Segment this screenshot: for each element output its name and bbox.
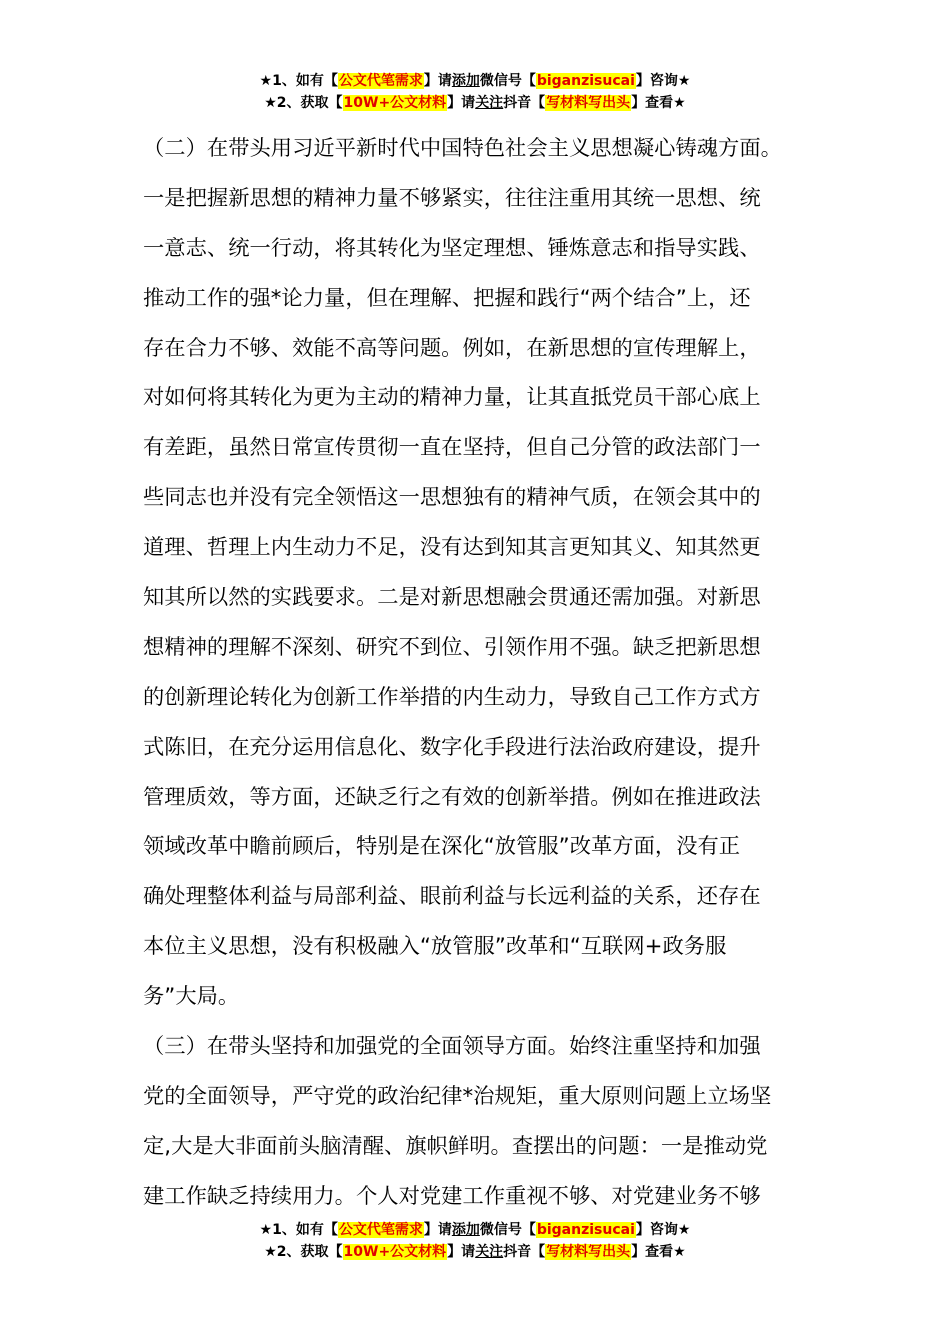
banner-line-2 (0, 1241, 950, 1263)
banner-text: ★1、如有【 (259, 73, 338, 89)
banner-line-2 (0, 92, 950, 114)
text-line: 党的全面领导，严守党的政治纪律*治规矩，重大原则问题上立场坚 (143, 1083, 772, 1109)
banner-text: 】请 (423, 1222, 452, 1238)
banner-emphasis: 添加 (451, 73, 480, 89)
banner-text: 】查看★ (631, 1244, 686, 1260)
text-line: 一是把握新思想的精神力量不够紧实，往往注重用其统一思想、统 (143, 185, 761, 211)
banner-text: ★2、获取【 (264, 95, 343, 111)
banner-text: ★2、获取【 (264, 1244, 343, 1260)
banner-text: 】请 (423, 73, 452, 89)
banner-line-1 (0, 70, 950, 92)
text-line: 本位主义思想，没有积极融入“放管服”改革和“互联网+政务服 (143, 934, 727, 960)
banner-text: 】查看★ (631, 95, 686, 111)
text-line: 确处理整体利益与局部利益、眼前利益与长远利益的关系，还存在 (143, 884, 761, 910)
text-line: 知其所以然的实践要求。二是对新思想融会贯通还需加强。对新思 (143, 585, 761, 611)
text-line: 建工作缺乏持续用力。个人对党建工作重视不够、对党建业务不够 (143, 1183, 761, 1209)
banner-highlight: 写材料写出头 (546, 95, 631, 111)
banner-highlight: 公文代笔需求 (338, 73, 423, 89)
banner-highlight: 10W+公文材料 (343, 95, 447, 111)
banner-text: 】咨询★ (635, 1222, 691, 1238)
text-line: 有差距，虽然日常宣传贯彻一直在坚持，但自己分管的政法部门一 (143, 435, 761, 461)
body-text (143, 124, 811, 1222)
text-line: 道理、哲理上内生动力不足，没有达到知其言更知其义、知其然更 (143, 535, 761, 561)
text-line: 的创新理论转化为创新工作举措的内生动力，导致自己工作方式方 (143, 684, 761, 710)
banner-highlight: 10W+公文材料 (343, 1244, 447, 1260)
banner-emphasis: 添加 (451, 1222, 480, 1238)
banner-emphasis: 关注 (475, 1244, 504, 1260)
text-line: 推动工作的强*论力量，但在理解、把握和践行“两个结合”上，还 (143, 285, 751, 311)
banner-text: ★1、如有【 (259, 1222, 338, 1238)
banner-highlight: biganzisucai (536, 1222, 635, 1238)
text-line: 一意志、统一行动，将其转化为坚定理想、锤炼意志和指导实践、 (143, 235, 761, 261)
banner-text: 微信号【 (479, 1222, 536, 1238)
text-line: 对如何将其转化为更为主动的精神力量，让其直抵党员干部心底上 (143, 385, 761, 411)
banner-text: 抖音【 (503, 95, 546, 111)
text-line: 式陈旧，在充分运用信息化、数字化手段进行法治政府建设，提升 (143, 734, 761, 760)
text-line: 想精神的理解不深刻、研究不到位、引领作用不强。缺乏把新思想 (143, 634, 761, 660)
text-line: 些同志也并没有完全领悟这一思想独有的精神气质，在领会其中的 (143, 485, 761, 511)
banner-text: 】请 (447, 95, 476, 111)
banner-highlight: biganzisucai (536, 73, 635, 89)
text-line: 存在合力不够、效能不高等问题。例如，在新思想的宣传理解上， (143, 335, 761, 361)
banner-text: 】咨询★ (635, 73, 691, 89)
banner-text: 微信号【 (479, 73, 536, 89)
text-line: （三）在带头坚持和加强党的全面领导方面。始终注重坚持和加强 (143, 1034, 761, 1060)
text-line: 管理质效，等方面，还缺乏行之有效的创新举措。例如在推进政法 (143, 784, 761, 810)
banner-text: 】请 (447, 1244, 476, 1260)
text-line: 务”大局。 (143, 984, 240, 1010)
footer-banner (0, 1219, 950, 1263)
header-banner (0, 70, 950, 114)
banner-text: 抖音【 (503, 1244, 546, 1260)
banner-line-1 (0, 1219, 950, 1241)
text-line: 定,大是大非面前头脑清醒、旗帜鲜明。查摆出的问题：一是推动党 (143, 1133, 768, 1159)
banner-emphasis: 关注 (475, 95, 504, 111)
text-line: 领域改革中瞻前顾后，特别是在深化“放管服”改革方面，没有正 (143, 834, 741, 860)
banner-highlight: 写材料写出头 (546, 1244, 631, 1260)
banner-highlight: 公文代笔需求 (338, 1222, 423, 1238)
text-line: （二）在带头用习近平新时代中国特色社会主义思想凝心铸魂方面。 (143, 136, 782, 161)
